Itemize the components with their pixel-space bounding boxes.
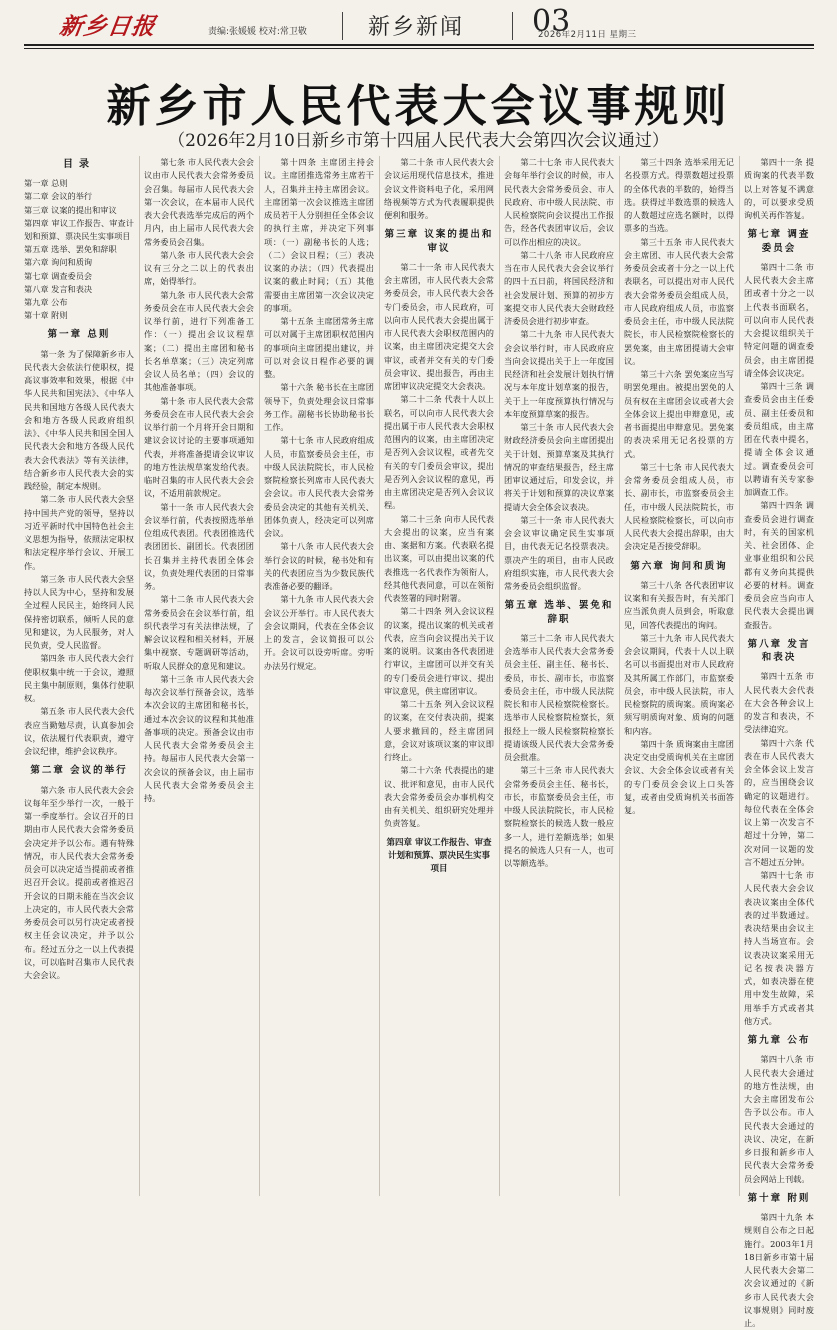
article-paragraph: 第三十三条 市人民代表大会常务委员会主任、秘书长，市长，市监察委员会主任，市中级人民法院院长，市人民检察院检察长的候选人数一般应多一人，进行差额选举；如果提名的候选人只有一人，也可以等额选举。 — [504, 765, 614, 868]
text-column — [24, 156, 134, 1196]
toc-title: 目录 — [63, 159, 95, 170]
masthead-divider — [342, 12, 343, 40]
article-paragraph: 第十九条 市人民代表大会会议公开举行。市人民代表大会会议期间，代表在全体会议上的发言，会议简报可以公开。会议可以设旁听席。旁听办法另行规定。 — [264, 594, 374, 671]
article-paragraph: 第七条 市人民代表大会会议由市人民代表大会常务委员会召集。每届市人民代表大会第一次会议，在本届市人民代表大会代表选举完成后的两个月内，由上届市人民代表大会常务委员会召集。 — [144, 157, 254, 247]
article-paragraph: 第四十八条 市人民代表大会通过的地方性法规，由大会主席团发布公告予以公布。市人民代表大会通过的决议、决定，在新乡日报和新乡市人民代表大会常务委员会网站上刊载。 — [744, 1054, 814, 1184]
table-of-contents — [24, 177, 134, 322]
article-paragraph: 第二条 市人民代表大会坚持中国共产党的领导，坚持以习近平新时代中国特色社会主义思想为指导，依照法定职权和法定程序举行会议、开展工作。 — [24, 494, 134, 571]
article-paragraph: 第三十四条 选举采用无记名投票方式。得票数超过投票的全体代表的半数的，始得当选。获得过半数选票的候选人的人数超过应选名额时，以得票多的当选。 — [624, 157, 734, 234]
article-paragraph: 第二十条 市人民代表大会会议运用现代信息技术，推进会议文件资料电子化，采用网络视频等方式为代表履职提供便利和服务。 — [384, 157, 494, 220]
article-paragraph: 第四十四条 调查委员会进行调查时，有关的国家机关、社会团体、企业事业组织和公民都有义务向其提供必要的材料。调查委员会应当向市人民代表大会提出调查报告。 — [744, 500, 814, 630]
article-body — [24, 156, 814, 1328]
article-paragraph: 第二十九条 市人民代表大会会议举行时，市人民政府应当向会议提出关于上一年度国民经济和社会发展计划执行情况与本年度计划草案的报告，关于上一年度预算执行情况与本年度预算草案的报告。 — [504, 329, 614, 419]
column-divider — [379, 156, 380, 1196]
toc-item[interactable]: 第十章 附则 — [24, 310, 68, 321]
article-paragraph: 第十三条 市人民代表大会每次会议举行预备会议，选举本次会议的主席团和秘书长，通过本次会议的议程和其他准备事项的决定。预备会议由市人民代表大会常务委员会主持。每届市人民代表大会第一次会议的预备会议，由上届市人民代表大会常务委员会主持。 — [144, 673, 254, 803]
toc-item[interactable]: 第八章 发言和表决 — [24, 283, 93, 294]
article-paragraph: 第三十条 市人民代表大会财政经济委员会向主席团提出关于计划、预算草案及其执行情况的审查结果报告，经主席团审议通过后，印发会议，并将关于计划和预算的决议草案提请大会全体会议表决。 — [504, 422, 614, 512]
article-paragraph: 第二十八条 市人民政府应当在市人民代表大会会议举行的四十五日前，将国民经济和社会发展计划、预算的初步方案提交市人民代表大会财政经济委员会进行初步审查。 — [504, 249, 614, 326]
article-paragraph: 第三十五条 市人民代表大会主席团、市人民代表大会常务委员会或者十分之一以上代表联名，可以提出对市人民代表大会常务委员会组成人员，市人民政府组成人员，市监察委员会主任，市中级人民法院院长，市人民检察院检察长的罢免案，由主席团提请大会审议。 — [624, 236, 734, 366]
article-paragraph: 第六条 市人民代表大会会议每年至少举行一次，一般于第一季度举行。会议召开的日期由市人民代表大会常务委员会决定并予以公布。遇有特殊情况，市人民代表大会常务委员会可以决定适当提前或者推迟召开会议。提前或者推迟召开会议的日期未能在当次会议上决定的，市人民代表大会常务委员会可以另行决定或者授权主任会议决定，并予以公布。经过五分之一以上代表提议，可以临时召集市人民代表大会会议。 — [24, 784, 134, 981]
column-divider — [139, 156, 140, 1196]
article-paragraph: 第三十六条 罢免案应当写明罢免理由。被提出罢免的人员有权在主席团会议或者大会全体会议上提出申辩意见，或者书面提出申辩意见。罢免案的表决采用无记名投票的方式。 — [624, 369, 734, 459]
masthead — [24, 4, 814, 42]
article-paragraph: 第三十七条 市人民代表大会常务委员会组成人员，市长、副市长，市监察委员会主任，市中级人民法院院长，市人民检察院检察长，可以向市人民代表大会提出辞职，由大会决定是否接受辞职。 — [624, 461, 734, 552]
article-paragraph: 第二十二条 代表十人以上联名，可以向市人民代表大会提出属于市人民代表大会职权范围内的议案，由主席团决定是否列入会议议程，或者先交有关的专门委员会审议，提出是否列入会议议程的意见，再由主席团决定是否列入会议议程。 — [384, 394, 494, 511]
article-paragraph: 第十四条 主席团主持会议。主席团推选常务主席若干人，召集并主持主席团会议。主席团第一次会议推选主席团成员若干人分别担任全体会议的执行主席，并决定下列事项：（一）副秘书长的人选；（二）会议日程；（三）表决议案的办法；（四）代表提出议案的截止时间；（五）其他需要由主席团第一次会议决定的事项。 — [264, 157, 374, 313]
article-paragraph: 第十五条 主席团常务主席可以对属于主席团职权范围内的事项向主席团提出建议，并可以对会议日程作必要的调整。 — [264, 316, 374, 379]
toc-item[interactable]: 第九章 公布 — [24, 297, 68, 308]
toc-item[interactable]: 第二章 会议的举行 — [24, 191, 93, 202]
article-paragraph: 第四十九条 本规则自公布之日起施行。2003年1月18日新乡市第十届人民代表大会第二次会议通过的《新乡市人民代表大会议事规则》同时废止。 — [744, 1212, 814, 1328]
article-paragraph: 第三十一条 市人民代表大会会议审议确定民生实事项目，由代表无记名投票表决。票决产生的项目，由市人民政府组织实施，市人民代表大会常务委员会组织监督。 — [504, 514, 614, 591]
article-paragraph: 第十八条 市人民代表大会举行会议的时候，秘书处和有关的代表团应当为少数民族代表准备必要的翻译。 — [264, 541, 374, 591]
article-paragraph: 第二十七条 市人民代表大会每年举行会议的时候，市人民代表大会常务委员会、市人民政府、市中级人民法院、市人民检察院向会议提出工作报告，经各代表团审议后，会议可以作出相应的决议。 — [504, 157, 614, 247]
text-column — [504, 156, 614, 1196]
section-name: 新乡新闻 — [368, 15, 465, 40]
header-rule — [24, 48, 814, 49]
chapter-heading: 第二章 会议的举行 — [30, 765, 128, 777]
chapter-heading: 第四章 审议工作报告、审查计划和预算、票决民生实事项目 — [386, 837, 492, 874]
article-paragraph: 第四十二条 市人民代表大会主席团或者十分之一以上代表书面联名，可以向市人民代表大会提议组织关于特定问题的调查委员会，由主席团提请全体会议决定。 — [744, 261, 814, 378]
header-rule — [24, 44, 814, 46]
article-paragraph: 第五条 市人民代表大会代表应当勤勉尽责，认真参加会议，依法履行代表职责，遵守会议纪律，维护会议秩序。 — [24, 706, 134, 757]
article-paragraph: 第八条 市人民代表大会会议有三分之二以上的代表出席，始得举行。 — [144, 249, 254, 287]
chapter-heading: 第三章 议案的提出和审议 — [384, 229, 494, 254]
text-column — [624, 156, 734, 1196]
article-paragraph: 第四十一条 提质询案的代表半数以上对答复不满意的，可以要求受质询机关再作答复。 — [744, 157, 814, 220]
article-paragraph: 第四十三条 调查委员会由主任委员、副主任委员和委员组成，由主席团在代表中提名，提请全体会议通过。调查委员会可以聘请有关专家参加调查工作。 — [744, 381, 814, 497]
article-paragraph: 第九条 市人民代表大会常务委员会在市人民代表大会会议举行前，进行下列准备工作：（一）提出会议议程草案；（二）提出主席团和秘书长名单草案；（三）决定列席会议人员名单；（四）会议的其他准备事项。 — [144, 289, 254, 393]
article-subtitle: （2026年2月10日新乡市第十四届人民代表大会第四次会议通过） — [168, 131, 669, 151]
text-column — [384, 156, 494, 1196]
chapter-heading: 第一章 总则 — [47, 329, 111, 341]
article-paragraph: 第二十一条 市人民代表大会主席团，市人民代表大会常务委员会，市人民代表大会各专门委员会，市人民政府，可以向市人民代表大会提出属于市人民代表大会职权范围内的议案，由主席团决定提交大会审议，或者并交有关的专门委员会审议、提出报告，再由主席团审议决定提交大会表决。 — [384, 261, 494, 391]
issue-date: 2026年2月11日 星期三 — [538, 30, 637, 40]
text-column — [264, 156, 374, 1196]
article-paragraph: 第三十二条 市人民代表大会选举市人民代表大会常务委员会主任、副主任、秘书长、委员，市长、副市长，市监察委员会主任，市中级人民法院院长和市人民检察院检察长。选举市人民检察院检察长，须报经上一级人民检察院检察长提请该级人民代表大会常务委员会批准。 — [504, 632, 614, 762]
article-paragraph: 第十七条 市人民政府组成人员，市监察委员会主任，市中级人民法院院长，市人民检察院检察长列席市人民代表大会会议。市人民代表大会常务委员会决定的其他有关机关、团体负责人，经决定可以列席会议。 — [264, 435, 374, 538]
column-divider — [619, 156, 620, 1196]
article-paragraph: 第二十四条 列入会议议程的议案，提出议案的机关或者代表，应当向会议提出关于议案的说明。议案由各代表团进行审议，主席团可以并交有关的专门委员会进行审议、提出审议意见，供主席团审议。 — [384, 606, 494, 696]
article-paragraph: 第四十六条 代表在市人民代表大会全体会议上发言的，应当围绕会议确定的议题进行。每位代表在全体会议上第一次发言不超过十分钟，第二次对同一议题的发言不超过五分钟。 — [744, 737, 814, 867]
article-paragraph: 第十一条 市人民代表大会会议举行前，代表按照选举单位组成代表团。代表团推选代表团团长、副团长。代表团团长召集并主持代表团全体会议，负责处理代表团的日常事务。 — [144, 501, 254, 591]
chapter-heading: 第十章 附则 — [747, 1192, 811, 1204]
chapter-heading: 第五章 选举、罢免和辞职 — [504, 600, 614, 625]
toc-item[interactable]: 第三章 议案的提出和审议 — [24, 204, 117, 215]
article-paragraph: 第十二条 市人民代表大会常务委员会在会议举行前，组织代表学习有关法律法规，了解会议议程和相关材料，开展集中视察、专题调研等活动，听取人民群众的意见和建议。 — [144, 594, 254, 671]
masthead-divider — [512, 12, 513, 40]
newspaper-logo[interactable]: 新乡日报 — [57, 13, 158, 40]
article-paragraph: 第四十五条 市人民代表大会代表在大会各种会议上的发言和表决，不受法律追究。 — [744, 671, 814, 735]
text-column — [744, 156, 814, 1328]
article-paragraph: 第二十三条 向市人民代表大会提出的议案，应当有案由、案据和方案。代表联名提出议案，可以由提出议案的代表推选一名代表作为领衔人，经其他代表同意，可以在领衔代表签署的同时附署。 — [384, 513, 494, 603]
toc-item[interactable]: 第五章 选举、罢免和辞职 — [24, 244, 117, 255]
toc-item[interactable]: 第七章 调查委员会 — [24, 270, 93, 281]
chapter-heading: 第七章 调查委员会 — [747, 229, 811, 254]
article-paragraph: 第三十九条 市人民代表大会会议期间，代表十人以上联名可以书面提出对市人民政府及其所属工作部门，市监察委员会，市中级人民法院，市人民检察院的质询案。质询案必须写明质询对象、质询的问题和内容。 — [624, 632, 734, 736]
chapter-heading: 第六章 询问和质询 — [630, 560, 728, 572]
editor-credits: 责编:张媛媛 校对:常卫敬 — [208, 27, 307, 37]
article-paragraph: 第十条 市人民代表大会常务委员会在市人民代表大会会议举行前一个月将开会日期和建议会议讨论的主要事项通知代表，并将准备提请会议审议的地方性法规草案发给代表。临时召集的市人民代表大会会议，不适用前款规定。 — [144, 395, 254, 499]
article-paragraph: 第二十六条 代表提出的建议、批评和意见，由市人民代表大会常务委员会办事机构交由有关机关、组织研究处理并负责答复。 — [384, 765, 494, 829]
toc-item[interactable]: 第一章 总则 — [24, 178, 68, 189]
article-paragraph: 第四条 市人民代表大会行使职权集中统一于会议，遵照民主集中制原则，集体行使职权。 — [24, 653, 134, 704]
chapter-heading: 第八章 发言和表决 — [747, 638, 811, 663]
article-paragraph: 第三条 市人民代表大会坚持以人民为中心，坚持和发展全过程人民民主，始终同人民保持密切联系，倾听人民的意见和建议，为人民服务，对人民负责，受人民监督。 — [24, 573, 134, 651]
toc-item[interactable]: 第六章 询问和质询 — [24, 257, 93, 268]
column-divider — [259, 156, 260, 1196]
article-paragraph: 第一条 为了保障新乡市人民代表大会依法行使职权，提高议事效率和效果，根据《中华人民共和国宪法》、《中华人民共和国地方各级人民代表大会和地方各级人民政府组织法》、《中华人民共和国全国人民代表大会和地方各级人民代表大会代表法》等有关法律，结合新乡市人民代表大会的实践经验，制定本规则。 — [24, 348, 134, 492]
column-divider — [499, 156, 500, 1196]
article-title: 新乡市人民代表大会议事规则 — [106, 81, 731, 132]
column-divider — [739, 156, 740, 1196]
text-column — [144, 156, 254, 1196]
article-paragraph: 第四十七条 市人民代表大会会议表决议案由全体代表的过半数通过。表决结果由会议主持人当场宣布。会议表决议案采用无记名按表决器方式，如表决器在使用中发生故障，采用举手方式或者其他方式。 — [744, 870, 814, 1026]
article-paragraph: 第十六条 秘书长在主席团领导下，负责处理会议日常事务工作。副秘书长协助秘书长工作。 — [264, 382, 374, 432]
article-paragraph: 第二十五条 列入会议议程的议案，在交付表决前，提案人要求撤回的，经主席团同意，会议对该项议案的审议即行终止。 — [384, 699, 494, 762]
toc-item[interactable]: 第四章 审议工作报告、审查计划和预算、票决民生实事项目 — [24, 217, 134, 242]
chapter-heading: 第九章 公布 — [747, 1035, 811, 1046]
page-number: 03 — [532, 4, 571, 39]
article-paragraph: 第三十八条 各代表团审议议案和有关报告时，有关部门应当派负责人员到会，听取意见，回答代表提出的询问。 — [624, 579, 734, 630]
article-paragraph: 第四十条 质询案由主席团决定交由受质询机关在主席团会议、大会全体会议或者有关的专门委员会会议上口头答复，或者由受质询机关书面答复。 — [624, 738, 734, 815]
